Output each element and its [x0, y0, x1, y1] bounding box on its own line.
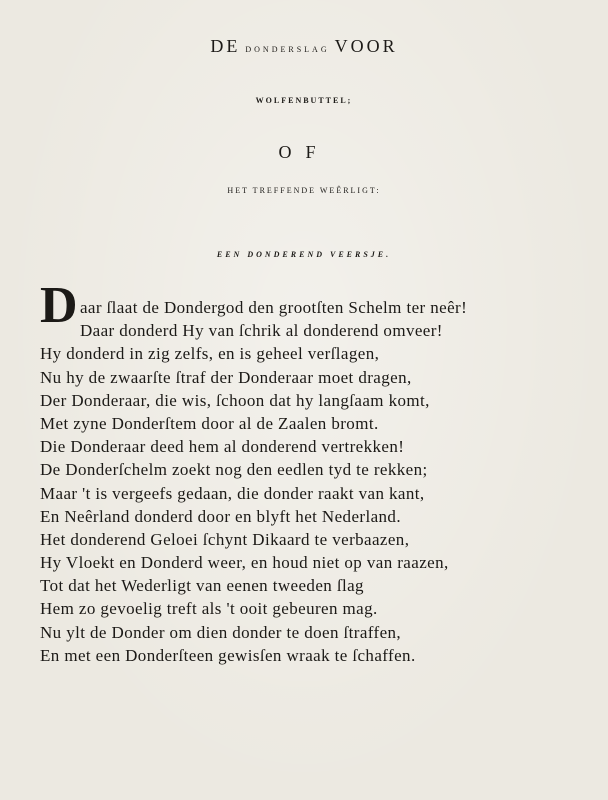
- poem-line-7: Die Donderaar deed hem al donderend vertrekken!: [40, 437, 405, 457]
- poem-line-15: Nu ylt de Donder om dien donder te doen ſtraffen,: [40, 622, 402, 642]
- poem-line-11: Het donderend Geloei ſchynt Dikaard te verbaazen,: [40, 529, 410, 549]
- poem-line-5: Der Donderaar, die wis, ſchoon dat hy langſaam komt,: [40, 390, 430, 410]
- poem-line-1: Daar ſlaat de Dondergod den grootſten Schelm ter neêr!: [40, 277, 468, 334]
- poem-line-13: Tot dat het Wederligt van eenen tweeden ſlag: [40, 576, 364, 596]
- poem: [40, 277, 580, 667]
- poem-line-10: En Neêrland donderd door en blyft het Nederland.: [40, 506, 401, 526]
- poem-line-9: Maar 't is vergeefs gedaan, die donder raakt van kant,: [40, 483, 425, 503]
- poem-line-12: Hy Vloekt en Donderd weer, en houd niet op van raazen,: [40, 553, 449, 573]
- title-line-1: [0, 36, 608, 57]
- subtitle: EEN DONDEREND VEERSJE.: [216, 250, 392, 259]
- poem-line-6: Met zyne Donderſtem door al de Zaalen bromt.: [40, 413, 379, 433]
- poem-line-3: Hy donderd in zig zelfs, en is geheel verſlagen,: [40, 344, 380, 364]
- drop-cap: D: [40, 277, 78, 334]
- poem-line-14: Hem zo gevoelig treft als 't ooit gebeuren mag.: [40, 599, 378, 619]
- title-suffix: VOOR: [334, 36, 398, 56]
- title-main-word: DONDERSLAG: [245, 45, 330, 54]
- title-prefix: DE: [210, 36, 241, 56]
- poem-line-8: De Donderſchelm zoekt nog den eedlen tyd te rekken;: [40, 460, 428, 480]
- title-of: OF: [278, 142, 330, 162]
- poem-line-4: Nu hy de zwaarſte ſtraf der Donderaar moet dragen,: [40, 367, 412, 387]
- poem-line-2: Daar donderd Hy van ſchrik al donderend omveer!: [79, 321, 443, 341]
- title-line-3: HET TREFFENDE WEÊRLIGT:: [227, 186, 381, 195]
- poem-line-16: En met een Donderſteen gewisſen wraak te ſchaffen.: [40, 645, 416, 665]
- title-line-2: WOLFENBUTTEL;: [255, 96, 353, 105]
